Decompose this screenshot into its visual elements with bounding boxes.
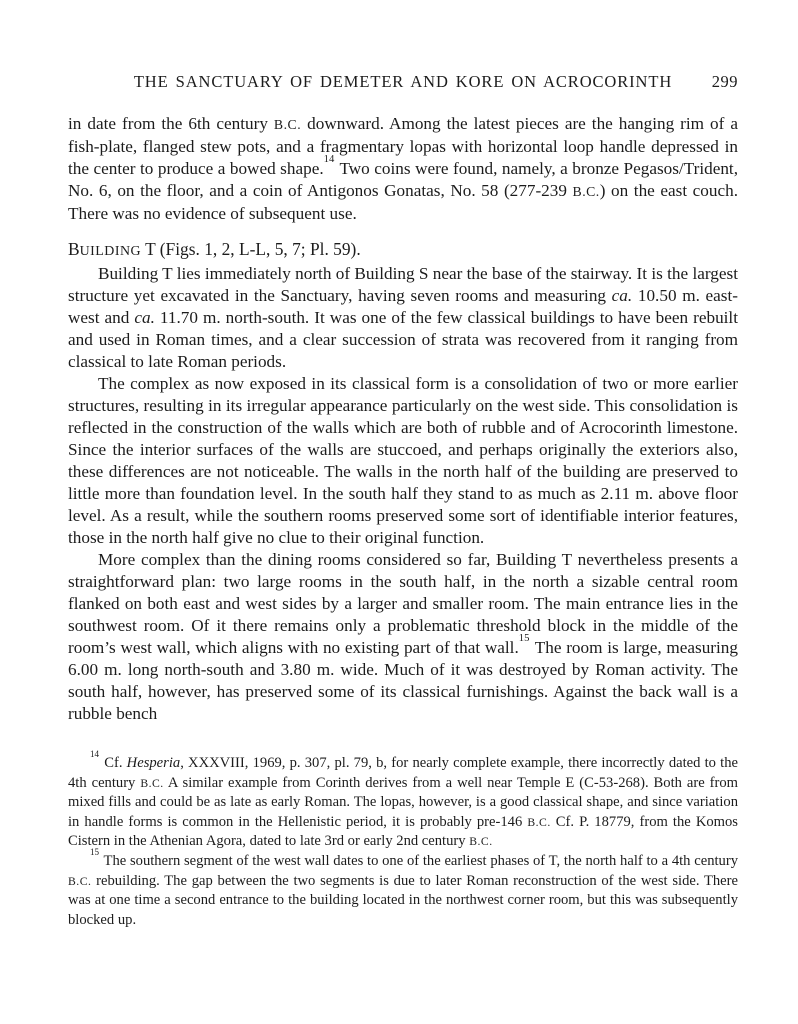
- running-header: [68, 72, 738, 92]
- text-run: ) on the east couch. There was no evidence of subsequent use.: [68, 181, 738, 223]
- footnote: [68, 846, 738, 930]
- section-heading: [68, 238, 738, 263]
- smallcaps-text: B.C.: [68, 874, 92, 888]
- footnote: [68, 748, 738, 852]
- text-run: T (Figs. 1, 2, L-L, 5, 7; Pl. 59).: [141, 239, 361, 259]
- body-paragraph: [68, 549, 738, 725]
- text-block: [68, 72, 738, 930]
- footnotes-section: [68, 748, 738, 930]
- footnote-ref: 14: [90, 748, 100, 759]
- footnote-ref: 14: [323, 153, 335, 165]
- text-run: in date from the 6th century: [68, 114, 274, 133]
- text-run: 11.70 m. north-south. It was one of the few classical buildings to have been rebuilt and used in Roman times, and a clear succession of strata was recovered from it ranging from classical to late Roman periods.: [68, 308, 738, 371]
- text-run: , XXXVIII, 1969, p. 307, pl. 79, b, for nearly complete example, there incorrectly dated to the 4th century: [68, 755, 738, 791]
- text-run: 10.50 m. east-west and: [68, 286, 738, 327]
- smallcaps-text: B.C.: [572, 184, 600, 199]
- text-run: rebuilding. The gap between the two segments is due to later Roman reconstruction of the west side. There was at one time a second entrance to the building located in the northwest corner room, but this was subsequently blocked up.: [68, 872, 738, 928]
- text-run: Cf.: [100, 755, 127, 771]
- text-run: Two coins were found, namely, a bronze Pegasos/Trident, No. 6, on the floor, and a coin of Antigonos Gonatas, No. 58 (277-239: [68, 159, 738, 200]
- text-run: B: [68, 239, 80, 259]
- smallcaps-text: B.C.: [469, 835, 493, 849]
- body-text-after-heading: [68, 263, 738, 725]
- smallcaps-text: B.C.: [273, 117, 302, 132]
- smallcaps-text: B.C.: [527, 815, 551, 829]
- text-run: A similar example from Corinth derives from a well near Temple E (C-53-268). Both are from mixed fills and could be as late as early Roman. The lopas, however, is a good classical shape, and since variation in handle forms is common in the Hellenistic period, it is probably pre-146: [68, 774, 738, 830]
- footnote-ref: 15: [518, 632, 530, 644]
- italic-text: Hesperia: [126, 755, 181, 771]
- smallcaps-text: B.C.: [140, 776, 164, 790]
- italic-text: ca.: [134, 308, 155, 327]
- body-text-before-heading: [68, 113, 738, 225]
- text-run: The room is large, measuring 6.00 m. long north-south and 3.80 m. wide. Much of it was destroyed by Roman activity. The south half, however, has preserved some of its classical furnishings. Against the back wall is a rubble bench: [68, 638, 738, 723]
- text-run: More complex than the dining rooms considered so far, Building T nevertheless presents a straightforward plan: two large rooms in the south half, in the north a sizable central room flanked on both east and west sides by a larger and smaller room. The main entrance lies in the southwest room. Of it there remains only a problematic threshold block in the middle of the room’s west wall, which aligns with no existing part of that wall.: [68, 550, 738, 657]
- text-run: downward. Among the latest pieces are the hanging rim of a fish-plate, flanged stew pots, and a fragmentary lopas with horizontal loop handle depressed in the center to produce a bowed shape.: [68, 114, 739, 178]
- body-paragraph: [68, 373, 738, 549]
- text-run: Cf. P. 18779, from the Komos Cistern in the Athenian Agora, dated to late 3rd or early 2nd century: [68, 813, 738, 850]
- smallcaps-text: UILDING: [79, 244, 142, 259]
- italic-text: ca.: [611, 286, 633, 305]
- page-number: 299: [711, 72, 738, 91]
- running-head-title: THE SANCTUARY OF DEMETER AND KORE ON ACROCORINTH: [133, 72, 673, 91]
- body-paragraph: [68, 263, 738, 373]
- text-run: The complex as now exposed in its classical form is a consolidation of two or more earlier structures, resulting in its irregular appearance particularly on the west side. This consolidation is reflected in the construction of the walls which are both of rubble and of Acrocorinth limestone. Since the interior surfaces of the walls are stuccoed, and perhaps originally the exteriors also, these differences are not noticeable. The walls in the north half of the building are preserved to little more than foundation level. In the south half they stand to as much as 2.11 m. above floor level. As a result, while the southern rooms preserved some sort of identifiable interior features, those in the north half give no clue to their original function.: [68, 374, 738, 547]
- text-run: The southern segment of the west wall dates to one of the earliest phases of T, the north half to a 4th century: [100, 852, 738, 869]
- footnote-ref: 15: [90, 846, 100, 857]
- body-paragraph: [68, 113, 738, 225]
- text-run: Building T lies immediately north of Building S near the base of the stairway. It is the largest structure yet excavated in the Sanctuary, having seven rooms and measuring: [68, 264, 738, 305]
